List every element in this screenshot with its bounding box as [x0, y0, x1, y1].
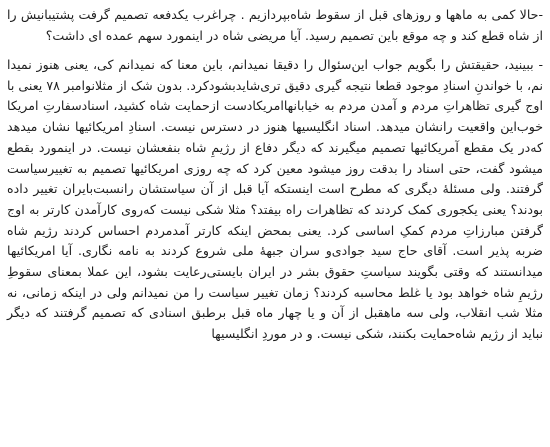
- interview-question: -حالا کمی به ماهها و روزهای قبل از سقوط شاه‌بپردازیم . چراغرب یکدفعه تصمیم گرفت پشتیبانیش را از شاه قطع کند و چه موقع باین تصمیم رسید. آیا مریضی شاه در اینمورد سهم عمده ای داشت؟: [7, 7, 543, 43]
- interview-answer: - ببینید، حقیقتش را بگویم جواب این‌سئوال را دقیقا نمیدانم، باین معنا که نمیدانم کی، یعنی هنوز نمیدا نم، با خواندنِ اسنادِ موجود قطعا نتیجه گیری دقیق تری‌شایدبشودکرد. بدون شک از مثلانوامبر ۷۸ یعنی با اوج گیری تظاهراتِ مردم و آمدن مردم به خیابانهاامریکادست ازحمایت شاه کشید، اسنادسفارتِ امریکا خوب‌این واقعیت رانشان میدهد. اسناد انگلیسیها هنوز در دسترس نیست. اسنادِ امریکائیها نشان میدهد که‌در یک مقطع آمریکائیها تصمیم میگیرند که دیگر دفاع از رژیمِ شاه بنفعشان نیست. در اینمورد بقطع میشود گفت، حتی اسناد را بدقت روز میشود معین کرد که چه روزی امریکائیها تصمیم به تغییرسیاست گرفتند. ولی مسئلهٔ دیگری که مطرح است اینستکه آیا قبل از آن سیاستشان رانسبت‌بایران تغییر داده بودند؟ یعنی یکجوری کمک کردند که تظاهرات راه بیفتد؟ مثلا شکی نیست که‌روی کارآمدن کارتر به اوج گرفتن مبارزاتِ مردم کمکِ اساسی کرد. یعنی بمحض اینکه کارتر آمدمردم احساس کردند رژیم شاه ضربه پذیر است. آقای حاج سید جوادی‌و سران جبههٔ ملی شروع کردند به نامه نگاری. آیا امریکائیها میدانستند که وقتی بگویند سیاستِ حقوق بشر در ایران بایستی‌رعایت بشود، این عملا بمعنای سقوطِ رژیمِ شاه خواهد بود یا غلط محاسبه کردند؟ زمان تغییر سیاست را من نمیدانم ولی در اینکه زمانی، نه مثلا شب انقلاب، ولی سه ماهقبل از آن و یا چهار ماه قبل برطبق اسنادی که تصمیم گرفتند که دیگر نباید از رژیم شاه‌حمایت بکنند، شکی نیست. و در موردِ انگلیسیها: [7, 57, 543, 342]
